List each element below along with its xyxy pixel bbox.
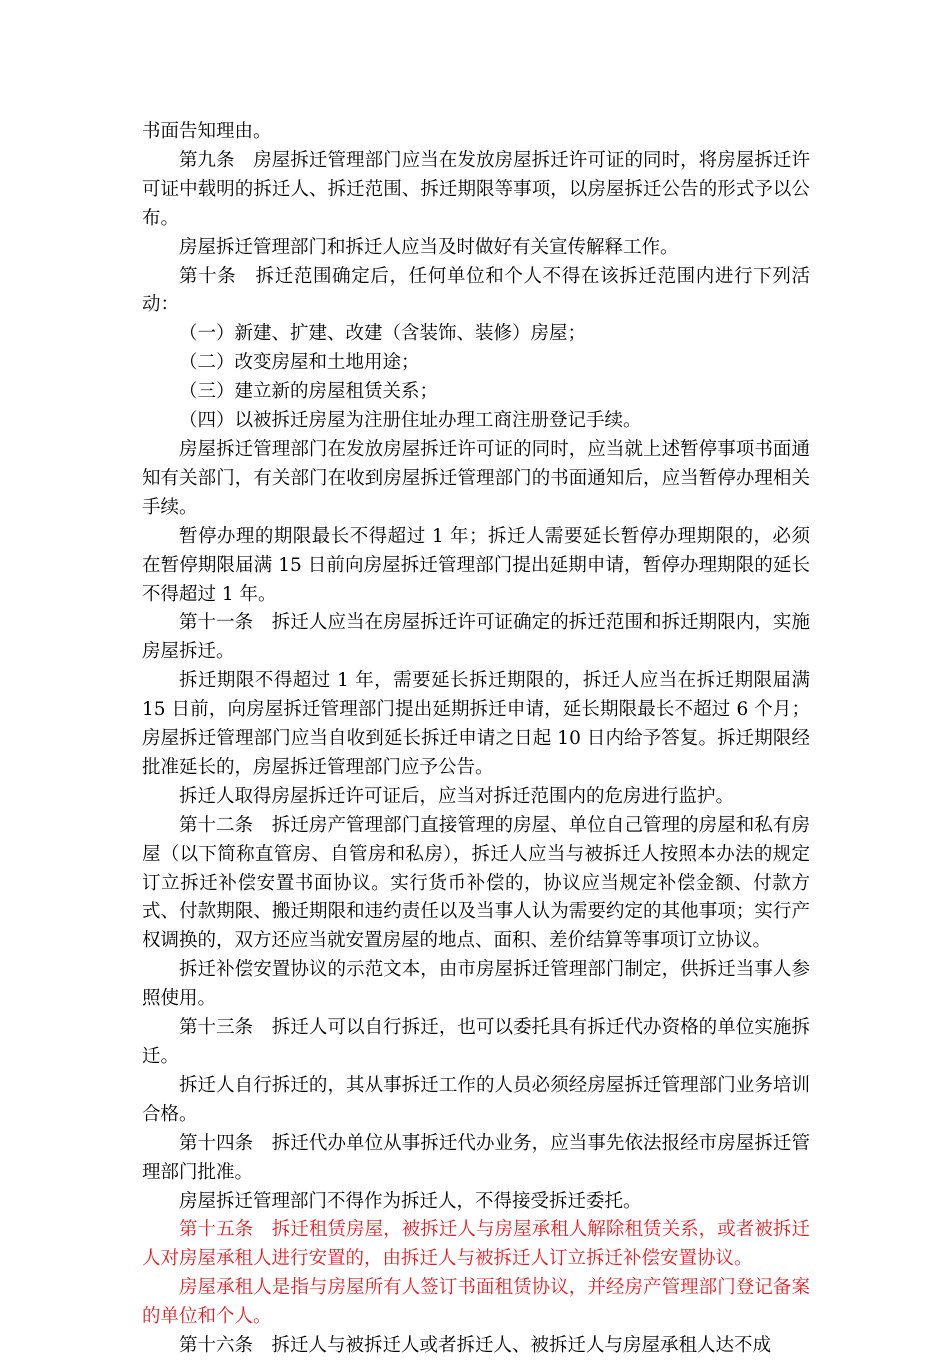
- article-10: 第十条 拆迁范围确定后，任何单位和个人不得在该拆迁范围内进行下列活动：: [142, 265, 810, 316]
- paragraph: 书面告知理由。: [142, 121, 272, 142]
- article-16: 第十六条 拆迁人与被拆迁人或者拆迁人、被拆迁人与房屋承租人达不成: [179, 1335, 772, 1357]
- paragraph: 暂停办理的期限最长不得超过 1 年；拆迁人需要延长暂停办理期限的，必须在暂停期限届满 15 日前向房屋拆迁管理部门提出延期申请，暂停办理期限的延长不得超过 1 年。: [142, 525, 810, 605]
- list-item: （一）新建、扩建、改建（含装饰、装修）房屋；: [179, 323, 587, 345]
- paragraph: 拆迁补偿安置协议的示范文本，由市房屋拆迁管理部门制定，供拆迁当事人参照使用。: [142, 959, 810, 1010]
- paragraph: 拆迁人取得房屋拆迁许可证后，应当对拆迁范围内的危房进行监护。: [179, 785, 735, 807]
- paragraph: 拆迁人自行拆迁的，其从事拆迁工作的人员必须经房屋拆迁管理部门业务培训合格。: [142, 1074, 810, 1125]
- paragraph: 房屋拆迁管理部门和拆迁人应当及时做好有关宣传解释工作。: [179, 236, 679, 258]
- paragraph: 拆迁期限不得超过 1 年，需要延长拆迁期限的，拆迁人应当在拆迁期限届满 15 日前，向房屋拆迁管理部门提出延期拆迁申请，延长期限最长不超过 6 个月；房屋拆迁管理部门应当自收到延长拆迁申请之日起 10 日内给予答复。拆迁期限经批准延长的，房屋拆迁管理部门应予公告。: [142, 670, 810, 778]
- article-15-highlighted: 第十五条 拆迁租赁房屋，被拆迁人与房屋承租人解除租赁关系，或者被拆迁人对房屋承租人进行安置的，由拆迁人与被拆迁人订立拆迁补偿安置协议。: [142, 1219, 810, 1270]
- article-11: 第十一条 拆迁人应当在房屋拆迁许可证确定的拆迁范围和拆迁期限内，实施房屋拆迁。: [142, 612, 810, 663]
- paragraph-highlighted: 房屋承租人是指与房屋所有人签订书面租赁协议，并经房产管理部门登记备案的单位和个人。: [142, 1277, 810, 1328]
- document-page: [142, 118, 810, 1361]
- article-12: 第十二条 拆迁房产管理部门直接管理的房屋、单位自己管理的房屋和私有房屋（以下简称直管房、自管房和私房），拆迁人应当与被拆迁人按照本办法的规定订立拆迁补偿安置书面协议。实行货币补偿的，协议应当规定补偿金额、付款方式、付款期限、搬迁期限和违约责任以及当事人认为需要约定的其他事项；实行产权调换的，双方还应当就安置房屋的地点、面积、差价结算等事项订立协议。: [142, 814, 810, 952]
- list-item: （三）建立新的房屋租赁关系；: [179, 381, 439, 403]
- list-item: （二）改变房屋和土地用途；: [179, 352, 420, 374]
- list-item: （四）以被拆迁房屋为注册住址办理工商注册登记手续。: [179, 410, 642, 432]
- paragraph: 房屋拆迁管理部门在发放房屋拆迁许可证的同时，应当就上述暂停事项书面通知有关部门，有关部门在收到房屋拆迁管理部门的书面通知后，应当暂停办理相关手续。: [142, 438, 810, 518]
- article-9: 第九条 房屋拆迁管理部门应当在发放房屋拆迁许可证的同时，将房屋拆迁许可证中载明的拆迁人、拆迁范围、拆迁期限等事项，以房屋拆迁公告的形式予以公布。: [142, 149, 810, 229]
- article-13: 第十三条 拆迁人可以自行拆迁，也可以委托具有拆迁代办资格的单位实施拆迁。: [142, 1017, 810, 1067]
- paragraph: 房屋拆迁管理部门不得作为拆迁人，不得接受拆迁委托。: [179, 1190, 642, 1212]
- article-14: 第十四条 拆迁代办单位从事拆迁代办业务，应当事先依法报经市房屋拆迁管理部门批准。: [142, 1132, 810, 1183]
